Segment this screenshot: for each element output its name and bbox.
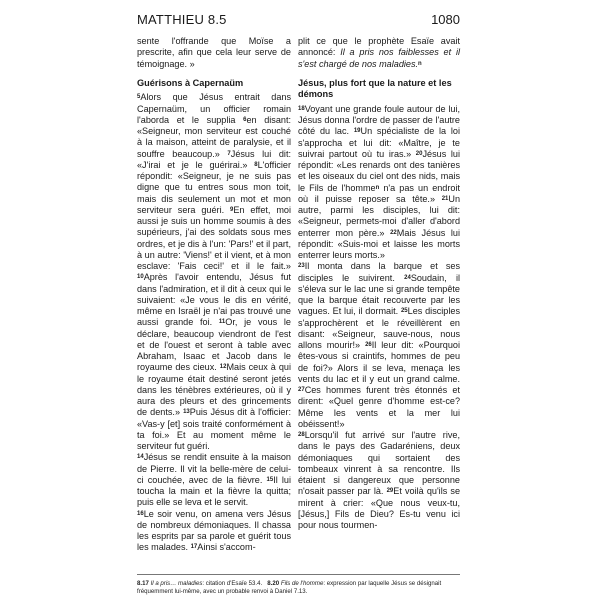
- verse: $^{20}$Jésus lui répondit: «Les renards ont des tanières et les oiseaux du ciel ont des nids, mais le Fils de l'homme$^n$ n'a pas un endroit où il puisse reposer sa tête.»: [298, 148, 460, 204]
- note-marker: n: [375, 184, 380, 191]
- verse: $^{10}$Après l'avoir entendu, Jésus fut dans l'admiration, et il dit à ceux qui le suivaient: «Je vous le dis en vérité, même en Israël je n'ai pas trouvé une aussi grande foi.: [137, 272, 291, 328]
- section-heading-capernaum: Guérisons à Capernaüm: [137, 77, 244, 88]
- footnote-8-17: 8.17 Il a pris… maladies: citation d'Esaïe 53.4.: [137, 580, 263, 587]
- verse: $^{21}$Un autre, parmi les disciples, lui dit: «Seigneur, permets-moi d'aller d'abord enterrer mon père.»: [298, 193, 460, 238]
- page-number: 1080: [431, 12, 460, 27]
- footnotes: [137, 580, 462, 596]
- footnote-divider: [137, 574, 460, 575]
- verse-block-14-15: [137, 452, 291, 508]
- verse: $^{24}$Soudain, il s'éleva sur le lac une si grande tempête que la barque était recouverte par les vagues. Et lui, il dormait.: [298, 272, 461, 317]
- verse: $^{11}$Or, je vous le déclare, beaucoup viendront de l'est et de l'ouest et seront à table avec Abraham, Isaac et Jacob dans le royaume des cieux.: [137, 317, 291, 373]
- footnote-8-20: 8.20 Fils de l'homme: expression par laquelle Jésus se désignait fréquemment lui-même, avec un probable renvoi à Daniel 7.13.: [137, 580, 442, 595]
- verse: $^{26}$Il leur dit: «Pourquoi êtes-vous si craintifs, hommes de peu de foi?» Alors il se leva, menaça les vents du lac et il y eut un grand calme.: [298, 340, 460, 384]
- verse: $^{15}$Il lui toucha la main et la fièvre la quitta; puis elle se leva et le servit.: [137, 474, 291, 508]
- left-column: [137, 36, 291, 554]
- section-heading-nature-demons: Jésus, plus fort que la nature et les démons: [298, 77, 452, 100]
- verse: $^9$En effet, moi aussi je suis un homme soumis à des supérieurs, j'ai des soldats sous mes ordres, et je dis à l'un: 'Pars!' et il part, à un autre: 'Viens!' et il vient, et à mon esclave: 'Fais ceci!' et il le fait.»: [137, 204, 291, 271]
- verse-block-5-13: [137, 92, 291, 452]
- verse: $^7$Jésus lui dit: «J'irai et je le guérirai.»: [137, 148, 291, 170]
- right-intro-paragraph: plit ce que le prophète Esaïe avait annoncé: Il a pris nos faiblesses et il s'est chargé de nos maladies.$^n$: [298, 36, 460, 69]
- left-intro-paragraph: sente l'offrande que Moïse a prescrite, afin que cela leur serve de témoignage. »: [137, 36, 291, 69]
- verse: $^{16}$Le soir venu, on amena vers Jésus de nombreux démoniaques. Il chassa les esprits par sa parole et guérit tous les malades.: [137, 508, 291, 553]
- verse: $^{23}$Il monta dans la barque et ses disciples le suivirent.: [298, 261, 460, 283]
- verse: $^{19}$Un spécialiste de la loi s'approcha et lui dit: «Maître, je te suivrai partout où tu iras.»: [298, 126, 460, 159]
- verse: $^6$en disant: «Seigneur, mon serviteur est couché à la maison, atteint de paralysie, et il souffre beaucoup.»: [137, 114, 291, 159]
- verse-block-23-27: [298, 261, 460, 430]
- book-reference: MATTHIEU 8.5: [137, 12, 227, 27]
- verse: $^{14}$Jésus se rendit ensuite à la maison de Pierre. Il vit la belle-mère de celui-ci couchée, avec de la fièvre.: [137, 452, 291, 485]
- verse: $^{18}$Voyant une grande foule autour de lui, Jésus donna l'ordre de passer de l'autre côté du lac.: [298, 103, 460, 137]
- verse: $^{22}$Mais Jésus lui répondit: «Suis-moi et laisse les morts enterrer leurs morts.»: [298, 227, 460, 260]
- right-column: [298, 36, 460, 531]
- verse: $^{29}$Et voilà qu'ils se mirent à crier: «Que nous veux-tu, [Jésus,] Fils de Dieu? Es-tu venu ici pour nous tourmen-: [298, 486, 460, 530]
- verse: $^{27}$Ces hommes furent très étonnés et dirent: «Quel genre d'homme est-ce? Même les vents et la mer lui obéissent!»: [298, 385, 460, 429]
- verse: $^{12}$Mais ceux à qui le royaume était destiné seront jetés dans les ténèbres extérieures, où il y aura des pleurs et des grincements de dents.»: [137, 362, 291, 418]
- verse: $^8$L'officier répondit: «Seigneur, je ne suis pas digne que tu entres sous mon toit, mais dis seulement un mot et mon serviteur sera guéri.: [137, 159, 291, 215]
- verse-block-16-17: [137, 509, 291, 554]
- verse: $^{28}$Lorsqu'il fut arrivé sur l'autre rive, dans le pays des Gadaréniens, deux démoniaques qui sortaient des tombeaux vinrent à sa rencontre. Ils étaient si dangereux que personne n'osait passer par là.: [298, 430, 460, 497]
- isaiah-quote: Il a pris nos faiblesses et il s'est chargé de nos maladies.: [298, 47, 460, 69]
- note-marker: n: [418, 60, 422, 67]
- verse: $^{17}$Ainsi s'accom-: [190, 542, 256, 553]
- page-header: [137, 12, 460, 32]
- verse-block-28-29: [298, 430, 460, 531]
- verse-block-18-22: [298, 104, 460, 262]
- verse: $^{25}$Les disciples s'approchèrent et le réveillèrent en disant: «Seigneur, sauve-nous, nous allons mourir!»: [298, 306, 460, 350]
- verse: $^{13}$Puis Jésus dit à l'officier: «Vas-y [et] sois traité conformément à ta foi.» Et au moment même le serviteur fut guéri.: [137, 407, 291, 451]
- verse: $^5$Alors que Jésus entrait dans Capernaüm, un officier romain l'aborda et le supplia: [137, 92, 291, 125]
